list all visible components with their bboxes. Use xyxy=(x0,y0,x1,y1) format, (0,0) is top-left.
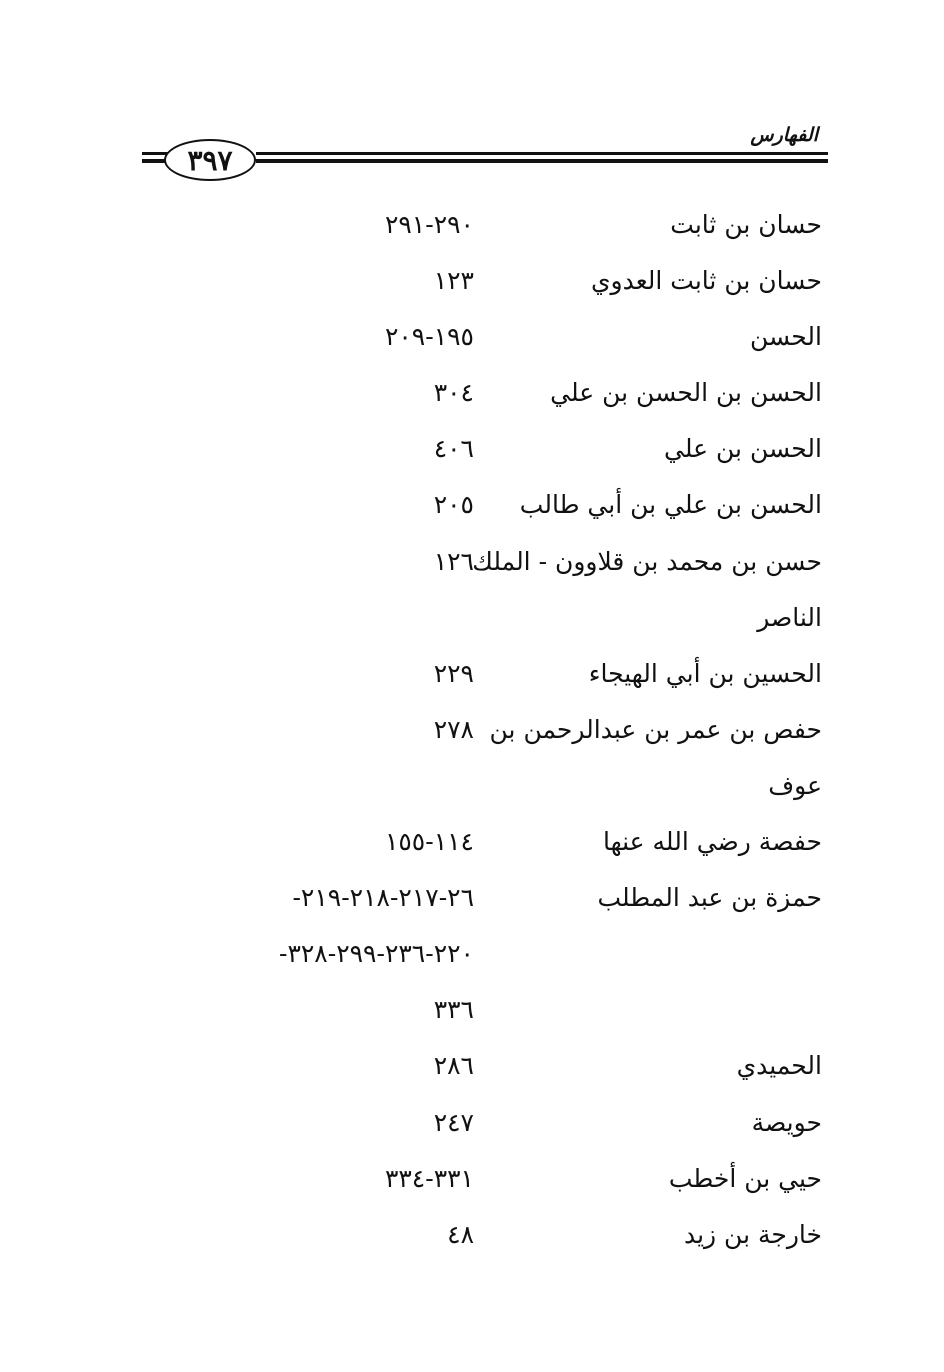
header-double-rule xyxy=(256,152,828,163)
index-row xyxy=(0,256,944,312)
index-row xyxy=(0,873,944,929)
index-row xyxy=(0,985,944,1041)
entry-pages: ٢٦-٢١٧-٢١٨-٢١٩- xyxy=(292,883,474,913)
entry-name: حفصة رضي الله عنها xyxy=(602,827,822,857)
index-row xyxy=(0,593,944,649)
page-number-badge: ٣٩٧ xyxy=(164,139,256,181)
index-row xyxy=(0,817,944,873)
entry-pages: ٢٨٦ xyxy=(433,1051,474,1081)
index-row xyxy=(0,649,944,705)
entry-pages: ١٩٥-٢٠٩ xyxy=(384,322,474,352)
index-row xyxy=(0,1098,944,1154)
entry-pages: ٤٨ xyxy=(447,1219,474,1249)
page-header xyxy=(0,0,944,200)
entry-name: الحسن بن علي xyxy=(664,434,822,464)
index-row xyxy=(0,312,944,368)
index-row xyxy=(0,1154,944,1210)
running-title: الفهارس xyxy=(750,124,818,146)
index-row xyxy=(0,761,944,817)
entry-pages: ٣٠٤ xyxy=(433,378,474,408)
entry-name: الحسن xyxy=(749,322,822,352)
entry-name: الحسن بن الحسن بن علي xyxy=(550,378,822,408)
index-row xyxy=(0,537,944,593)
entry-pages: ١٢٣ xyxy=(433,266,474,296)
entry-name: خارجة بن زيد xyxy=(683,1219,822,1249)
entry-pages: ٢٠٥ xyxy=(433,490,474,520)
entry-pages: ١١٤-١٥٥ xyxy=(384,827,474,857)
index-row xyxy=(0,368,944,424)
entry-pages: ٢٢٠-٢٣٦-٢٩٩-٣٢٨- xyxy=(279,939,474,969)
index-row xyxy=(0,424,944,480)
index-row xyxy=(0,705,944,761)
entry-pages: ٢٩٠-٢٩١ xyxy=(384,210,474,239)
index-row xyxy=(0,1210,944,1266)
entry-name: الناصر xyxy=(757,602,822,632)
index-row xyxy=(0,929,944,985)
index-list xyxy=(0,200,944,1266)
entry-name: حمزة بن عبد المطلب xyxy=(597,883,822,913)
entry-pages: ٢٢٩ xyxy=(433,658,474,688)
entry-pages: ١٢٦ xyxy=(433,546,474,576)
entry-name: حسان بن ثابت xyxy=(670,210,822,239)
entry-pages: ٣٣٦ xyxy=(433,995,474,1025)
index-row xyxy=(0,480,944,536)
entry-pages: ٤٠٦ xyxy=(433,434,474,464)
index-row xyxy=(0,200,944,256)
entry-pages: ٣٣١-٣٣٤ xyxy=(384,1163,474,1193)
entry-name: حسن بن محمد بن قلاوون - الملك xyxy=(472,546,822,576)
entry-pages: ٢٤٧ xyxy=(433,1107,474,1137)
entry-name: الحسين بن أبي الهيجاء xyxy=(588,658,822,688)
entry-name: حسان بن ثابت العدوي xyxy=(590,266,822,296)
entry-name: عوف xyxy=(768,770,822,800)
entry-name: الحميدي xyxy=(736,1051,822,1081)
entry-pages: ٢٧٨ xyxy=(433,714,474,744)
entry-name: حفص بن عمر بن عبدالرحمن بن xyxy=(489,714,822,744)
index-row xyxy=(0,1041,944,1097)
entry-name: حويصة xyxy=(751,1107,822,1137)
entry-name: الحسن بن علي بن أبي طالب xyxy=(519,490,822,520)
entry-name: حيي بن أخطب xyxy=(668,1163,822,1193)
